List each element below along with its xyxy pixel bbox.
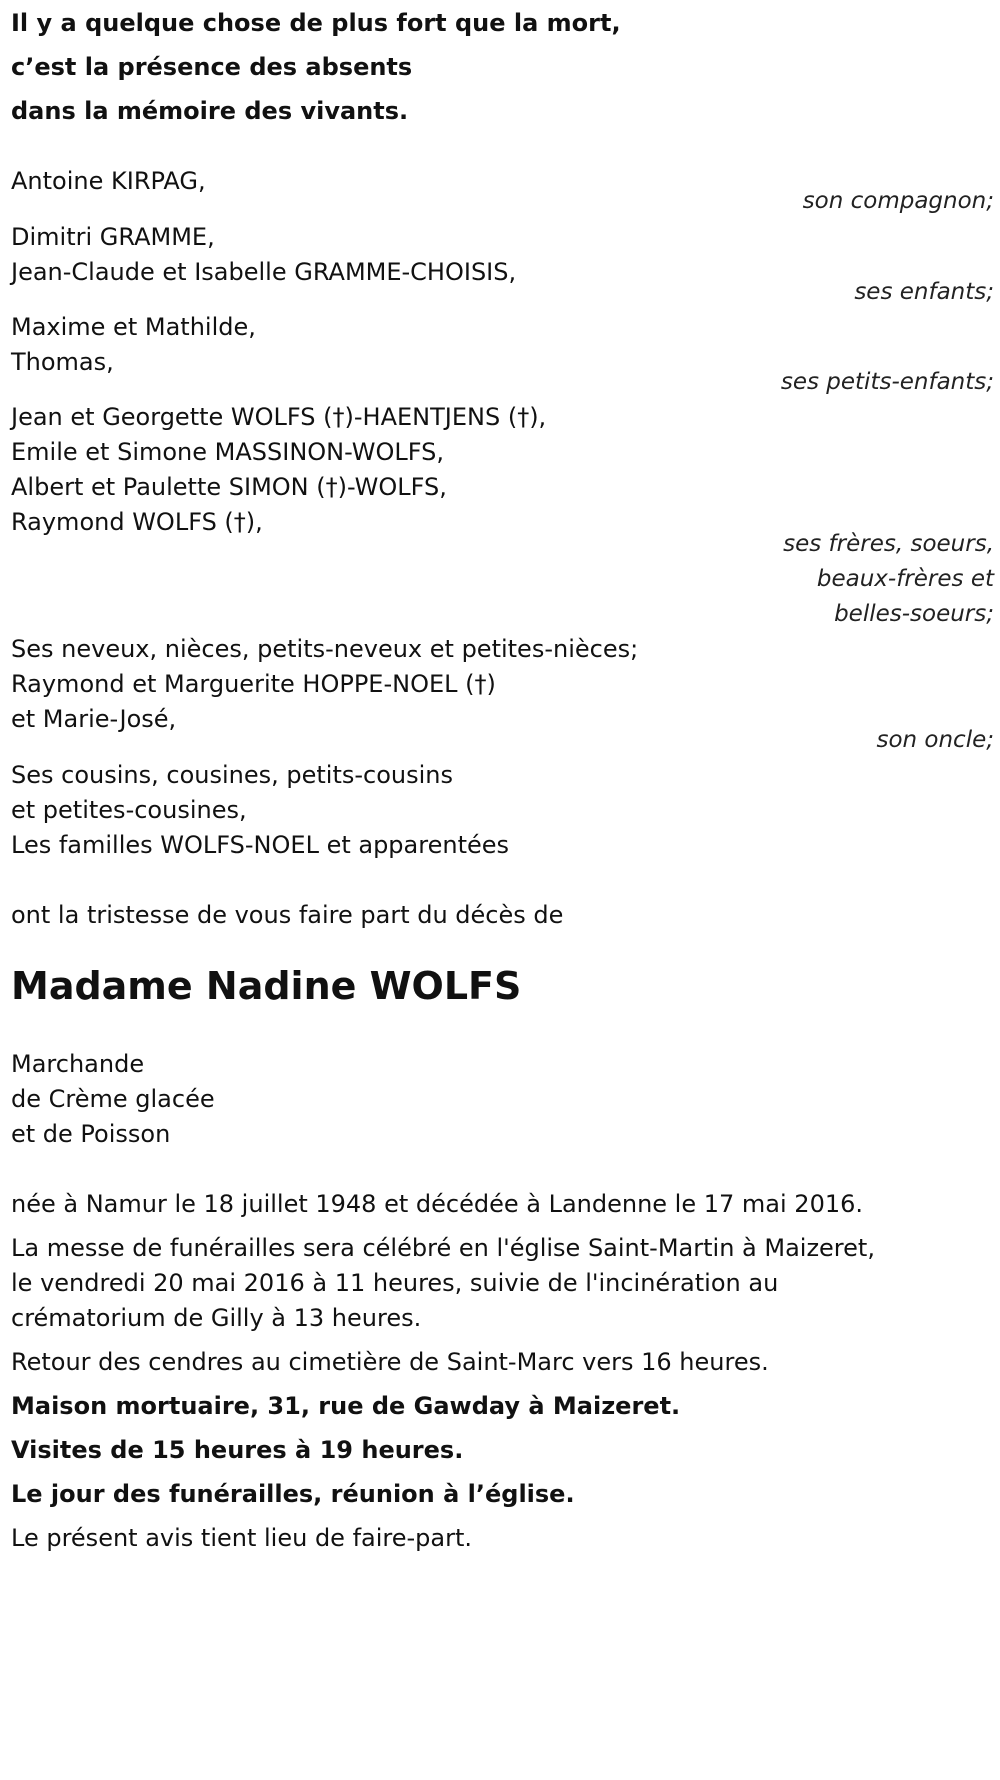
mass-line: crématorium de Gilly à 13 heures.: [11, 1304, 422, 1332]
family-name-line: Raymond et Marguerite HOPPE-NOEL (†): [11, 670, 496, 698]
relation-label: beaux-frères et: [816, 566, 994, 592]
family-name-line: Les familles WOLFS-NOEL et apparentées: [11, 831, 510, 859]
quote-line-2: c’est la présence des absents: [11, 53, 413, 81]
family-name-line: Dimitri GRAMME,: [11, 223, 215, 251]
relation-label: ses frères, soeurs,: [783, 531, 994, 557]
mass-line: le vendredi 20 mai 2016 à 11 heures, suivie de l'incinération au: [11, 1269, 779, 1297]
mass-line: La messe de funérailles sera célébré en l'église Saint-Martin à Maizeret,: [11, 1234, 875, 1262]
family-name-line: Ses neveux, nièces, petits-neveux et petites-nièces;: [11, 635, 639, 663]
family-name-line: Raymond WOLFS (†),: [11, 508, 263, 536]
quote-line-3: dans la mémoire des vivants.: [11, 97, 409, 125]
closing-note: Le présent avis tient lieu de faire-part.: [11, 1524, 473, 1552]
relation-label: son compagnon;: [802, 188, 994, 214]
profession-line: et de Poisson: [11, 1120, 171, 1148]
family-name-line: Jean et Georgette WOLFS (†)-HAENTJENS (†),: [11, 403, 547, 431]
profession-line: de Crème glacée: [11, 1085, 215, 1113]
quote-line-1: Il y a quelque chose de plus fort que la mort,: [11, 9, 621, 37]
family-name-line: Thomas,: [11, 348, 114, 376]
relation-label: ses petits-enfants;: [780, 369, 994, 395]
family-name-line: Emile et Simone MASSINON-WOLFS,: [11, 438, 445, 466]
funeral-day-meeting: Le jour des funérailles, réunion à l’église.: [11, 1480, 575, 1508]
announcement-text: ont la tristesse de vous faire part du décès de: [11, 901, 564, 929]
visits-hours: Visites de 15 heures à 19 heures.: [11, 1436, 464, 1464]
family-name-line: Jean-Claude et Isabelle GRAMME-CHOISIS,: [11, 258, 517, 286]
family-name-line: Antoine KIRPAG,: [11, 167, 206, 195]
birth-death-text: née à Namur le 18 juillet 1948 et décédée à Landenne le 17 mai 2016.: [11, 1190, 863, 1218]
relation-label: son oncle;: [876, 727, 994, 753]
profession-line: Marchande: [11, 1050, 145, 1078]
family-name-line: et petites-cousines,: [11, 796, 247, 824]
family-name-line: Albert et Paulette SIMON (†)-WOLFS,: [11, 473, 447, 501]
family-name-line: et Marie-José,: [11, 705, 177, 733]
mortuary-address: Maison mortuaire, 31, rue de Gawday à Maizeret.: [11, 1392, 681, 1420]
family-name-line: Ses cousins, cousines, petits-cousins: [11, 761, 453, 789]
relation-label: ses enfants;: [854, 279, 994, 305]
family-name-line: Maxime et Mathilde,: [11, 313, 256, 341]
deceased-name: Madame Nadine WOLFS: [11, 964, 522, 1008]
relation-label: belles-soeurs;: [834, 601, 994, 627]
ashes-text: Retour des cendres au cimetière de Saint-Marc vers 16 heures.: [11, 1348, 769, 1376]
